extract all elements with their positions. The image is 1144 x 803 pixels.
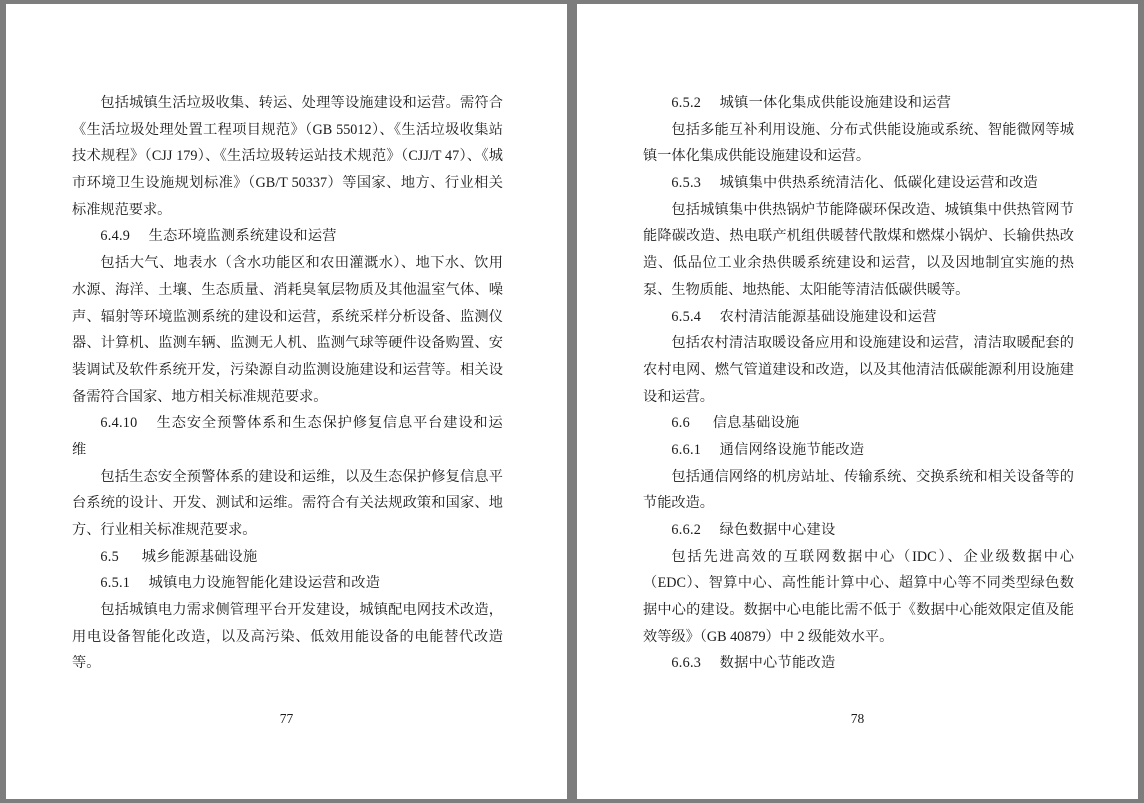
section-number: 6.6	[671, 415, 690, 432]
section-title: 数据中心节能改造	[719, 655, 836, 672]
section-heading	[72, 223, 503, 250]
section-number: 6.4.10	[100, 415, 138, 432]
section-number: 6.6.1	[671, 441, 702, 458]
paragraph: 包括多能互补利用设施、分布式供能设施或系统、智能微网等城镇一体化集成供能设施建设和运营。	[643, 121, 1074, 165]
page-right-body	[643, 90, 1074, 677]
section-heading	[72, 544, 503, 571]
section-number: 6.5.4	[671, 308, 702, 325]
section-heading	[72, 570, 503, 597]
section-number: 6.5.1	[100, 575, 131, 592]
section-number: 6.5.3	[671, 175, 702, 192]
section-heading	[643, 517, 1074, 544]
section-title: 生态环境监测系统建设和运营	[148, 228, 337, 245]
section-title: 绿色数据中心建设	[719, 522, 836, 538]
paragraph: 包括农村清洁取暖设备应用和设施建设和运营，清洁取暖配套的农村电网、燃气管道建设和改造，以及其他清洁低碳能源利用设施建设和运营。	[643, 335, 1074, 405]
section-heading	[72, 410, 503, 463]
section-title: 城镇电力设施智能化建设运营和改造	[148, 575, 381, 592]
section-title: 通信网络设施节能改造	[719, 441, 865, 458]
paragraph: 包括城镇集中供热锅炉节能降碳环保改造、城镇集中供热管网节能降碳改造、热电联产机组供暖替代散煤和燃煤小锅炉、长输供热改造、低品位工业余热供暖系统建设和运营，以及因地制宜实施的热泵、生物质能、地热能、太阳能等清洁低碳供暖等。	[643, 201, 1074, 298]
section-heading	[643, 410, 1074, 437]
paragraph: 包括大气、地表水（含水功能区和农田灌溉水）、地下水、饮用水源、海洋、土壤、生态质量、消耗臭氧层物质及其他温室气体、噪声、辐射等环境监测系统的建设和运营，系统采样分析设备、监测仪器、计算机、监测车辆、监测无人机、监测气球等硬件设备购置、安装调试及软件系统开发，污染源自动监测设施建设和运营等。相关设备需符合国家、地方相关标准规范要求。	[72, 255, 503, 405]
section-title: 城镇集中供热系统清洁化、低碳化建设运营和改造	[719, 175, 1039, 192]
section-title: 信息基础设施	[712, 415, 800, 432]
paragraph: 包括先进高效的互联网数据中心（IDC）、企业级数据中心（EDC）、智算中心、高性能计算中心、超算中心等不同类型绿色数据中心的建设。数据中心电能比需不低于《数据中心能效限定值及能效等级》（GB 40879）中 2 级能效水平。	[643, 548, 1074, 645]
paragraph: 包括城镇电力需求侧管理平台开发建设，城镇配电网技术改造，用电设备智能化改造，以及高污染、低效用能设备的电能替代改造等。	[72, 602, 503, 672]
section-title: 农村清洁能源基础设施建设和运营	[719, 308, 937, 325]
section-heading	[643, 650, 1074, 677]
section-heading	[643, 90, 1074, 117]
section-number: 6.5.2	[671, 95, 702, 111]
paragraph: 包括生态安全预警体系的建设和运维，以及生态保护修复信息平台系统的设计、开发、测试和运维。需符合有关法规政策和国家、地方、行业相关标准规范要求。	[72, 468, 503, 538]
section-title: 城乡能源基础设施	[141, 548, 258, 565]
page-right	[577, 4, 1138, 799]
section-heading	[643, 437, 1074, 464]
page-left-body	[72, 90, 503, 677]
section-number: 6.4.9	[100, 228, 131, 245]
section-heading	[643, 304, 1074, 331]
section-number: 6.6.2	[671, 522, 702, 538]
section-number: 6.5	[100, 548, 119, 565]
page-left	[6, 4, 567, 799]
page-number: 77	[279, 711, 294, 726]
section-title: 生态安全预警体系和生态保护修复信息平台建设和运维	[72, 415, 503, 458]
paragraph: 包括城镇生活垃圾收集、转运、处理等设施建设和运营。需符合《生活垃圾处理处置工程项目规范》（GB 55012）、《生活垃圾收集站技术规程》（CJJ 179）、《生活垃圾转运站技术规范》（CJJ/T 47）、《城市环境卫生设施规划标准》（GB/T 50337）等国家、地方、行业相关标准规范要求。	[72, 95, 503, 218]
section-number: 6.6.3	[671, 655, 702, 672]
section-heading	[643, 170, 1074, 197]
paragraph: 包括通信网络的机房站址、传输系统、交换系统和相关设备等的节能改造。	[643, 468, 1074, 512]
page-number: 78	[850, 711, 865, 726]
section-title: 城镇一体化集成供能设施建设和运营	[719, 95, 952, 111]
